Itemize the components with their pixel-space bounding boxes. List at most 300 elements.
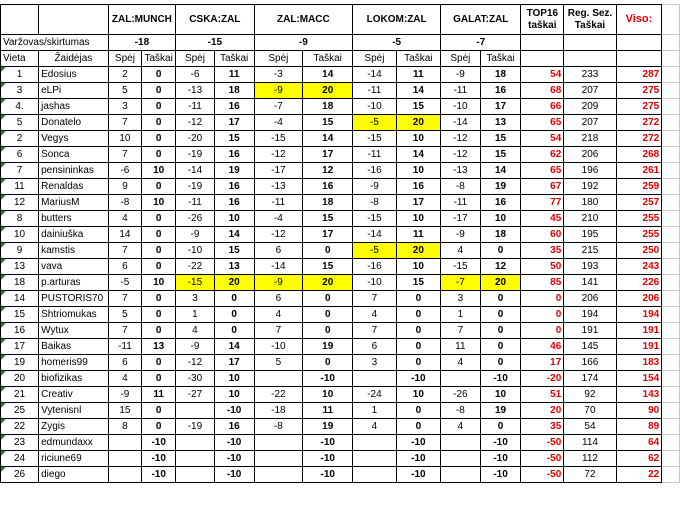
reg-cell[interactable]: 209 [564,99,616,115]
reg-cell[interactable]: 92 [564,387,616,403]
guess-cell[interactable]: -9 [108,387,142,403]
points-cell[interactable]: 0 [142,147,176,163]
cell-empty[interactable] [662,131,680,147]
points-cell[interactable]: 11 [303,403,353,419]
guess-cell[interactable] [353,435,396,451]
guess-cell[interactable]: 7 [108,291,142,307]
top16-cell[interactable]: 51 [521,387,564,403]
points-cell[interactable]: 0 [480,355,521,371]
vieta-cell[interactable]: 15 [1,307,39,323]
points-cell[interactable]: 10 [396,387,440,403]
reg-header[interactable] [564,5,616,35]
spej-header-1[interactable]: Spėj [176,51,215,67]
cell-empty[interactable] [662,467,680,483]
vieta-cell[interactable]: 1 [1,67,39,83]
top16-cell[interactable]: 68 [521,83,564,99]
points-cell[interactable]: -10 [480,435,521,451]
guess-cell[interactable]: -11 [108,339,142,355]
points-cell[interactable]: -10 [396,371,440,387]
guess-cell[interactable]: -8 [353,195,396,211]
cell-empty[interactable] [662,35,680,51]
points-cell[interactable]: -10 [396,435,440,451]
reg-cell[interactable]: 193 [564,259,616,275]
points-cell[interactable]: 10 [396,163,440,179]
guess-cell[interactable]: 4 [254,307,303,323]
vieta-cell[interactable]: 9 [1,243,39,259]
guess-cell[interactable]: 4 [441,419,481,435]
top16-cell[interactable]: 0 [521,307,564,323]
viso-cell[interactable]: 90 [616,403,662,419]
reg-cell[interactable]: 191 [564,323,616,339]
guess-cell[interactable]: -9 [353,179,396,195]
guess-cell[interactable]: -4 [254,115,303,131]
vieta-cell[interactable]: 7 [1,163,39,179]
player-name[interactable]: riciune69 [39,451,109,467]
points-cell[interactable]: 10 [396,211,440,227]
points-cell[interactable]: 18 [480,67,521,83]
guess-cell[interactable]: 4 [108,211,142,227]
cell-empty[interactable] [662,99,680,115]
cell-empty[interactable] [662,323,680,339]
viso-cell[interactable]: 275 [616,99,662,115]
points-cell[interactable]: 17 [214,115,254,131]
viso-cell[interactable]: 191 [616,323,662,339]
points-cell[interactable]: 11 [214,67,254,83]
reg-cell[interactable]: 206 [564,291,616,307]
guess-cell[interactable]: 6 [108,355,142,371]
vieta-cell[interactable]: 23 [1,435,39,451]
guess-cell[interactable] [254,435,303,451]
cell-empty[interactable] [662,419,680,435]
points-cell[interactable]: -10 [303,371,353,387]
points-cell[interactable]: 16 [480,195,521,211]
guess-cell[interactable]: -4 [254,211,303,227]
reg-cell[interactable]: 180 [564,195,616,211]
guess-cell[interactable]: 1 [441,307,481,323]
guess-cell[interactable]: 3 [353,355,396,371]
guess-cell[interactable]: 4 [353,307,396,323]
vieta-cell[interactable]: 11 [1,179,39,195]
guess-cell[interactable]: -12 [254,227,303,243]
viso-cell[interactable]: 287 [616,67,662,83]
guess-cell[interactable] [353,371,396,387]
points-cell[interactable]: 0 [396,307,440,323]
guess-cell[interactable]: -15 [353,131,396,147]
points-cell[interactable]: 16 [214,147,254,163]
points-cell[interactable]: -10 [396,467,440,483]
top16-cell[interactable]: -20 [521,371,564,387]
cell-empty[interactable] [521,51,564,67]
points-cell[interactable]: 0 [480,419,521,435]
guess-cell[interactable]: -12 [441,131,481,147]
vieta-cell[interactable]: 13 [1,259,39,275]
points-cell[interactable]: 0 [142,403,176,419]
points-cell[interactable]: 20 [303,275,353,291]
points-cell[interactable]: 16 [480,83,521,99]
guess-cell[interactable]: 14 [108,227,142,243]
points-cell[interactable]: 13 [214,259,254,275]
points-cell[interactable]: 16 [214,99,254,115]
reg-cell[interactable]: 145 [564,339,616,355]
points-cell[interactable]: 18 [303,99,353,115]
player-name[interactable]: edmundaxx [39,435,109,451]
cell-empty[interactable] [662,371,680,387]
guess-cell[interactable]: -13 [254,179,303,195]
reg-cell[interactable]: 195 [564,227,616,243]
top16-cell[interactable]: 77 [521,195,564,211]
viso-cell[interactable]: 143 [616,387,662,403]
viso-cell[interactable]: 22 [616,467,662,483]
guess-cell[interactable]: -19 [176,147,215,163]
cell-empty[interactable] [662,243,680,259]
guess-cell[interactable]: -11 [353,147,396,163]
guess-cell[interactable]: -12 [176,355,215,371]
guess-cell[interactable]: -13 [176,83,215,99]
guess-cell[interactable] [176,403,215,419]
guess-cell[interactable]: -26 [441,387,481,403]
guess-cell[interactable]: -14 [254,259,303,275]
viso-cell[interactable]: 183 [616,355,662,371]
points-cell[interactable]: -10 [214,451,254,467]
cell-empty[interactable] [662,227,680,243]
top16-cell[interactable]: 66 [521,99,564,115]
guess-cell[interactable]: 11 [441,339,481,355]
guess-cell[interactable]: -15 [254,131,303,147]
points-cell[interactable]: -10 [480,467,521,483]
guess-cell[interactable]: 7 [441,323,481,339]
guess-cell[interactable]: -6 [108,163,142,179]
guess-cell[interactable]: 7 [108,323,142,339]
points-cell[interactable]: 17 [396,195,440,211]
player-name[interactable]: PUSTORIS70 [39,291,109,307]
viso-cell[interactable]: 243 [616,259,662,275]
points-cell[interactable]: 11 [142,387,176,403]
points-cell[interactable]: 15 [303,211,353,227]
guess-cell[interactable]: -14 [176,163,215,179]
viso-cell[interactable]: 154 [616,371,662,387]
cell-empty[interactable] [662,179,680,195]
top16-cell[interactable]: -50 [521,435,564,451]
guess-cell[interactable]: -7 [254,99,303,115]
top16-cell[interactable]: 85 [521,275,564,291]
points-cell[interactable]: 10 [396,131,440,147]
taskai-header-3[interactable]: Taškai [396,51,440,67]
points-cell[interactable]: 0 [142,323,176,339]
guess-cell[interactable]: 1 [176,307,215,323]
guess-cell[interactable] [108,435,142,451]
guess-cell[interactable]: -11 [353,83,396,99]
guess-cell[interactable]: -16 [353,163,396,179]
guess-cell[interactable]: -6 [176,67,215,83]
margin-0[interactable]: -18 [108,35,176,51]
guess-cell[interactable]: -22 [254,387,303,403]
cell-empty[interactable] [662,5,680,35]
points-cell[interactable]: -10 [142,467,176,483]
points-cell[interactable]: 20 [396,115,440,131]
reg-cell[interactable]: 166 [564,355,616,371]
margin-1[interactable]: -15 [176,35,254,51]
player-name[interactable]: kamstis [39,243,109,259]
points-cell[interactable]: 10 [142,195,176,211]
points-cell[interactable]: 15 [214,243,254,259]
points-cell[interactable]: 0 [142,67,176,83]
cell-empty[interactable] [662,339,680,355]
points-cell[interactable]: 16 [214,179,254,195]
guess-cell[interactable]: -7 [441,275,481,291]
viso-cell[interactable]: 191 [616,339,662,355]
player-name[interactable]: Wytux [39,323,109,339]
points-cell[interactable]: 0 [214,323,254,339]
points-cell[interactable]: 11 [396,227,440,243]
guess-cell[interactable] [176,451,215,467]
guess-cell[interactable]: 5 [108,307,142,323]
points-cell[interactable]: 14 [480,163,521,179]
points-cell[interactable]: -10 [214,435,254,451]
points-cell[interactable]: 16 [396,179,440,195]
points-cell[interactable]: 14 [303,131,353,147]
cell-empty[interactable] [564,51,616,67]
points-cell[interactable]: 20 [480,275,521,291]
guess-cell[interactable]: -22 [176,259,215,275]
player-name[interactable]: p.arturas [39,275,109,291]
top16-cell[interactable]: 20 [521,403,564,419]
guess-cell[interactable]: -10 [353,99,396,115]
guess-cell[interactable]: -5 [353,115,396,131]
vieta-cell[interactable]: 16 [1,323,39,339]
guess-cell[interactable]: -11 [176,99,215,115]
points-cell[interactable]: 10 [396,259,440,275]
reg-cell[interactable]: 196 [564,163,616,179]
cell-empty[interactable] [662,115,680,131]
viso-cell[interactable]: 259 [616,179,662,195]
vieta-cell[interactable]: 3 [1,83,39,99]
guess-cell[interactable]: -11 [441,195,481,211]
viso-cell[interactable]: 257 [616,195,662,211]
viso-header[interactable]: Viso: [616,5,662,35]
player-name[interactable]: vava [39,259,109,275]
points-cell[interactable]: 0 [480,307,521,323]
vieta-cell[interactable]: 24 [1,451,39,467]
player-name[interactable]: Edosius [39,67,109,83]
guess-cell[interactable]: -17 [254,163,303,179]
points-cell[interactable]: 0 [142,259,176,275]
points-cell[interactable]: 0 [142,307,176,323]
vieta-cell[interactable]: 21 [1,387,39,403]
guess-cell[interactable]: -24 [353,387,396,403]
points-cell[interactable]: 14 [303,67,353,83]
guess-cell[interactable]: -9 [176,227,215,243]
points-cell[interactable]: 0 [142,115,176,131]
guess-cell[interactable]: -9 [441,227,481,243]
match-header-0[interactable]: ZAL:MUNCH [108,5,176,35]
margin-3[interactable]: -5 [353,35,441,51]
points-cell[interactable]: 0 [303,243,353,259]
points-cell[interactable]: 13 [480,115,521,131]
reg-cell[interactable]: 114 [564,435,616,451]
guess-cell[interactable]: -12 [254,147,303,163]
guess-cell[interactable]: -19 [176,179,215,195]
cell-empty[interactable] [662,387,680,403]
top16-cell[interactable]: 50 [521,259,564,275]
spej-header-0[interactable]: Spėj [108,51,142,67]
margin-2[interactable]: -9 [254,35,353,51]
guess-cell[interactable]: 7 [353,323,396,339]
guess-cell[interactable]: -5 [353,243,396,259]
guess-cell[interactable]: 7 [108,243,142,259]
cell-empty[interactable] [662,307,680,323]
vieta-cell[interactable]: 26 [1,467,39,483]
spej-header-4[interactable]: Spėj [441,51,481,67]
viso-cell[interactable]: 261 [616,163,662,179]
points-cell[interactable]: 0 [214,291,254,307]
reg-cell[interactable]: 141 [564,275,616,291]
points-cell[interactable]: 18 [480,227,521,243]
top16-cell[interactable]: 65 [521,163,564,179]
points-cell[interactable]: 15 [480,131,521,147]
viso-cell[interactable]: 89 [616,419,662,435]
zaidejas-header[interactable]: Žaidėjas [39,51,109,67]
guess-cell[interactable]: -5 [108,275,142,291]
points-cell[interactable]: -10 [214,403,254,419]
points-cell[interactable]: 0 [142,371,176,387]
guess-cell[interactable]: -15 [353,211,396,227]
viso-cell[interactable]: 272 [616,115,662,131]
player-name[interactable]: Baikas [39,339,109,355]
reg-cell[interactable]: 233 [564,67,616,83]
top16-cell[interactable]: 54 [521,67,564,83]
guess-cell[interactable]: -17 [441,211,481,227]
points-cell[interactable]: 16 [303,179,353,195]
points-cell[interactable]: 16 [214,195,254,211]
points-cell[interactable]: 19 [303,419,353,435]
cell-empty[interactable] [662,291,680,307]
guess-cell[interactable]: -12 [176,115,215,131]
points-cell[interactable]: 14 [396,83,440,99]
points-cell[interactable]: 0 [303,291,353,307]
guess-cell[interactable]: -9 [254,275,303,291]
vieta-cell[interactable]: 25 [1,403,39,419]
guess-cell[interactable]: 2 [108,67,142,83]
guess-cell[interactable]: 4 [108,371,142,387]
points-cell[interactable]: 0 [396,355,440,371]
taskai-header-2[interactable]: Taškai [303,51,353,67]
guess-cell[interactable]: 6 [108,259,142,275]
points-cell[interactable]: 12 [480,259,521,275]
guess-cell[interactable]: -14 [353,67,396,83]
cell-empty[interactable] [662,67,680,83]
points-cell[interactable]: 14 [396,147,440,163]
points-cell[interactable]: 0 [142,419,176,435]
reg-cell[interactable]: 207 [564,83,616,99]
player-name[interactable]: Zygis [39,419,109,435]
points-cell[interactable]: 0 [480,323,521,339]
cell-empty[interactable] [39,5,109,35]
taskai-header-0[interactable]: Taškai [142,51,176,67]
reg-cell[interactable]: 72 [564,467,616,483]
points-cell[interactable]: 0 [214,307,254,323]
cell-empty[interactable] [662,451,680,467]
reg-cell[interactable]: 210 [564,211,616,227]
player-name[interactable]: Renaldas [39,179,109,195]
points-cell[interactable]: 0 [142,227,176,243]
points-cell[interactable]: 0 [142,131,176,147]
points-cell[interactable]: 0 [396,323,440,339]
guess-cell[interactable]: 7 [353,291,396,307]
player-name[interactable]: dainiuška [39,227,109,243]
vieta-cell[interactable]: 12 [1,195,39,211]
guess-cell[interactable]: 5 [254,355,303,371]
cell-empty[interactable] [662,403,680,419]
guess-cell[interactable]: -8 [108,195,142,211]
points-cell[interactable]: 17 [303,147,353,163]
cell-empty[interactable] [662,51,680,67]
cell-empty[interactable] [662,147,680,163]
viso-cell[interactable]: 255 [616,211,662,227]
player-name[interactable]: Donatelo [39,115,109,131]
points-cell[interactable]: 19 [214,163,254,179]
guess-cell[interactable]: 5 [108,83,142,99]
guess-cell[interactable] [254,371,303,387]
cell-empty[interactable] [616,35,662,51]
guess-cell[interactable]: 7 [108,115,142,131]
points-cell[interactable]: 16 [214,419,254,435]
viso-cell[interactable]: 194 [616,307,662,323]
guess-cell[interactable]: -14 [441,115,481,131]
top16-cell[interactable]: 17 [521,355,564,371]
taskai-header-4[interactable]: Taškai [480,51,521,67]
guess-cell[interactable] [353,467,396,483]
points-cell[interactable]: 15 [303,259,353,275]
guess-cell[interactable]: 8 [108,419,142,435]
viso-cell[interactable]: 64 [616,435,662,451]
guess-cell[interactable]: 4 [441,355,481,371]
top16-cell[interactable]: 35 [521,243,564,259]
points-cell[interactable]: 20 [303,83,353,99]
points-cell[interactable]: -10 [142,451,176,467]
match-header-2[interactable]: ZAL:MACC [254,5,353,35]
vieta-cell[interactable]: 20 [1,371,39,387]
guess-cell[interactable]: -15 [176,275,215,291]
points-cell[interactable]: 19 [480,403,521,419]
reg-cell[interactable]: 70 [564,403,616,419]
guess-cell[interactable]: -27 [176,387,215,403]
vieta-cell[interactable]: 17 [1,339,39,355]
guess-cell[interactable]: -11 [254,195,303,211]
player-name[interactable]: jashas [39,99,109,115]
viso-cell[interactable]: 250 [616,243,662,259]
points-cell[interactable]: 15 [303,115,353,131]
vieta-header[interactable]: Vieta [1,51,39,67]
points-cell[interactable]: 0 [396,403,440,419]
reg-cell[interactable]: 192 [564,179,616,195]
guess-cell[interactable]: -19 [176,419,215,435]
spej-header-2[interactable]: Spėj [254,51,303,67]
points-cell[interactable]: 10 [303,387,353,403]
guess-cell[interactable]: -8 [441,403,481,419]
player-name[interactable]: Vegys [39,131,109,147]
player-name[interactable]: pensininkas [39,163,109,179]
cell-empty[interactable] [662,435,680,451]
points-cell[interactable]: 10 [214,371,254,387]
guess-cell[interactable]: -9 [254,83,303,99]
guess-cell[interactable]: 3 [108,99,142,115]
points-cell[interactable]: -10 [142,435,176,451]
points-cell[interactable]: 0 [303,355,353,371]
points-cell[interactable]: 0 [480,339,521,355]
guess-cell[interactable]: 10 [108,131,142,147]
points-cell[interactable]: 20 [214,275,254,291]
cell-empty[interactable] [662,275,680,291]
